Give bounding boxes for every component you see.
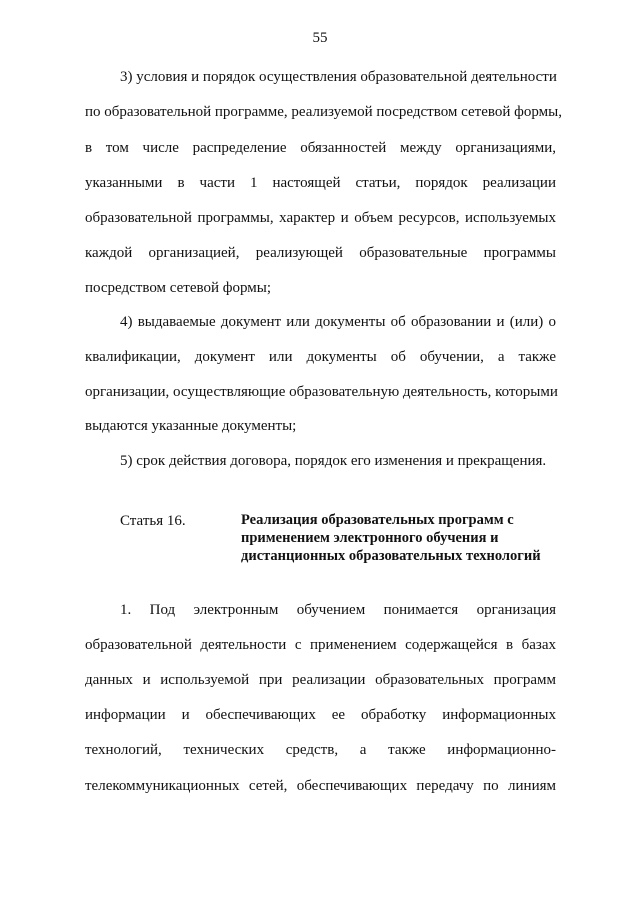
paragraph-line: 5) срок действия договора, порядок его изменения и прекращения. [120, 453, 547, 469]
paragraph-line: организации, осуществляющие образовательную деятельность, которыми [85, 384, 558, 400]
paragraph-line: 4) выдаваемые документ или документы об образовании и (или) о [120, 314, 556, 330]
paragraph-line: информации и обеспечивающих ее обработку информационных [85, 707, 556, 723]
page-number: 55 [312, 30, 328, 46]
article-title-line: применением электронного обучения и [241, 530, 499, 546]
article-title-line: дистанционных образовательных технологий [241, 548, 541, 564]
paragraph-line: телекоммуникационных сетей, обеспечивающих передачу по линиям [85, 778, 556, 794]
paragraph-line: технологий, технических средств, а также информационно- [85, 742, 556, 758]
paragraph-line: указанными в части 1 настоящей статьи, порядок реализации [85, 175, 556, 191]
article-label: Статья 16. [120, 513, 186, 529]
paragraph-line: образовательной деятельности с применением содержащейся в базах [85, 637, 556, 653]
paragraph-line: по образовательной программе, реализуемой посредством сетевой формы, [85, 104, 562, 120]
paragraph-line: данных и используемой при реализации образовательных программ [85, 672, 556, 688]
paragraph-line: образовательной программы, характер и объем ресурсов, используемых [85, 210, 556, 226]
paragraph-line: 1. Под электронным обучением понимается организация [120, 602, 556, 618]
paragraph-line: квалификации, документ или документы об обучении, а также [85, 349, 556, 365]
paragraph-line: выдаются указанные документы; [85, 418, 297, 434]
paragraph-line: каждой организацией, реализующей образовательные программы [85, 245, 556, 261]
paragraph-line: 3) условия и порядок осуществления образовательной деятельности [120, 69, 557, 85]
paragraph-line: в том числе распределение обязанностей между организациями, [85, 140, 556, 156]
article-title-line: Реализация образовательных программ с [241, 512, 514, 528]
paragraph-line: посредством сетевой формы; [85, 280, 271, 296]
